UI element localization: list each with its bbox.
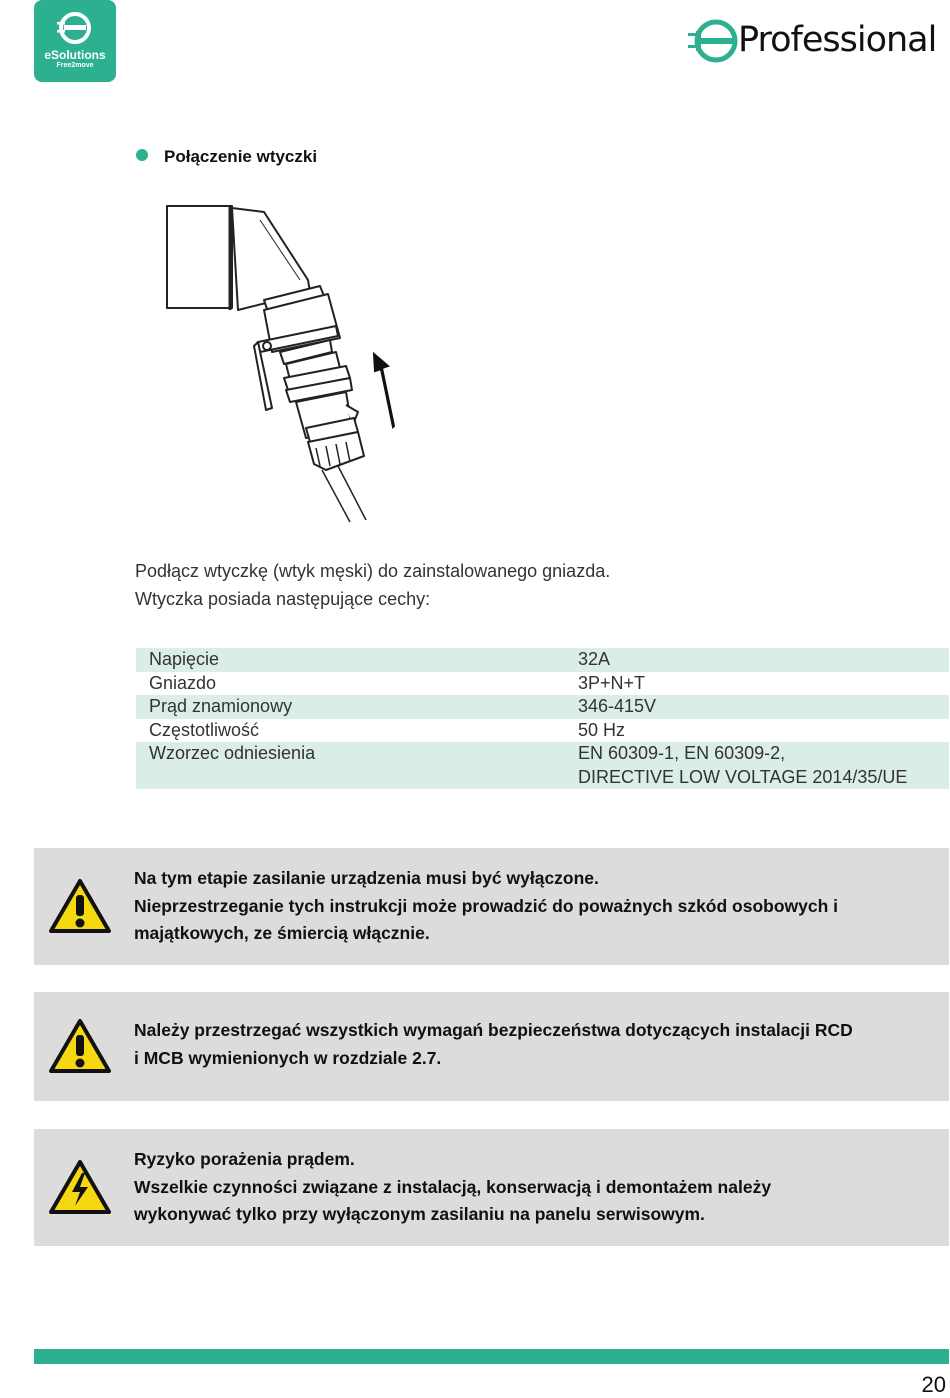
warning-text xyxy=(134,1146,935,1229)
spec-value: EN 60309-1, EN 60309-2, xyxy=(578,743,786,763)
spec-row xyxy=(136,695,949,719)
spec-value: DIRECTIVE LOW VOLTAGE 2014/35/UE xyxy=(578,766,908,787)
spec-table xyxy=(136,648,949,789)
intro-line: Wtyczka posiada następujące cechy: xyxy=(135,589,431,609)
page-number: 20 xyxy=(921,1372,946,1397)
e-plug-logo-icon xyxy=(686,18,738,64)
warning-box xyxy=(34,992,949,1101)
warning-line: Należy przestrzegać wszystkich wymagań bezpieczeństwa dotyczących instalacji RCD xyxy=(134,1020,853,1040)
warning-text xyxy=(134,865,935,948)
section-title: Połączenie wtyczki xyxy=(136,147,317,167)
eprofessional-logo xyxy=(686,16,950,66)
spec-value: 32A xyxy=(578,649,611,669)
spec-label: Wzorzec odniesienia xyxy=(149,743,316,763)
warning-line: Nieprzestrzeganie tych instrukcji może prowadzić do poważnych szkód osobowych i xyxy=(134,895,839,916)
plug-connection-illustration xyxy=(160,200,420,530)
spec-value: 3P+N+T xyxy=(578,672,646,693)
warning-line: Wszelkie czynności związane z instalacją, konserwacją i demontażem należy xyxy=(134,1176,772,1197)
footer-bar xyxy=(34,1349,949,1364)
warning-text xyxy=(134,1017,935,1072)
exclamation-warning-icon xyxy=(48,878,112,934)
spec-value: 346-415V xyxy=(578,696,657,716)
exclamation-warning-icon xyxy=(48,1018,112,1074)
intro-text xyxy=(135,557,610,613)
spec-row xyxy=(136,719,949,743)
electric-shock-warning-icon xyxy=(48,1159,112,1215)
intro-line: Podłącz wtyczkę (wtyk męski) do zainstalowanego gniazda. xyxy=(135,561,611,581)
logo-sub-text: Free2move xyxy=(56,62,94,69)
logo-word: Professional xyxy=(738,20,937,60)
spec-row xyxy=(136,742,949,789)
warning-line: wykonywać tylko przy wyłączonym zasilaniu na panelu serwisowym. xyxy=(134,1204,705,1224)
spec-label: Prąd znamionowy xyxy=(149,696,293,716)
warning-line: i MCB wymienionych w rozdziale 2.7. xyxy=(134,1047,442,1068)
warning-line: Ryzyko porażenia prądem. xyxy=(134,1149,355,1169)
spec-row xyxy=(136,672,949,696)
esolutions-logo xyxy=(34,0,116,82)
spec-value: 50 Hz xyxy=(578,719,626,740)
warning-box xyxy=(34,1129,949,1246)
warning-box xyxy=(34,848,949,965)
spec-row xyxy=(136,648,949,672)
spec-label: Częstotliwość xyxy=(149,719,260,740)
logo-brand-text: eSolutions xyxy=(44,48,106,62)
warning-line: Na tym etapie zasilanie urządzenia musi być wyłączone. xyxy=(134,868,599,888)
warning-line: majątkowych, ze śmiercią włącznie. xyxy=(134,923,430,943)
spec-label: Gniazdo xyxy=(149,672,217,693)
bullet-dot-icon xyxy=(136,149,148,161)
spec-label: Napięcie xyxy=(149,649,220,669)
plug-logo-icon xyxy=(57,10,93,46)
